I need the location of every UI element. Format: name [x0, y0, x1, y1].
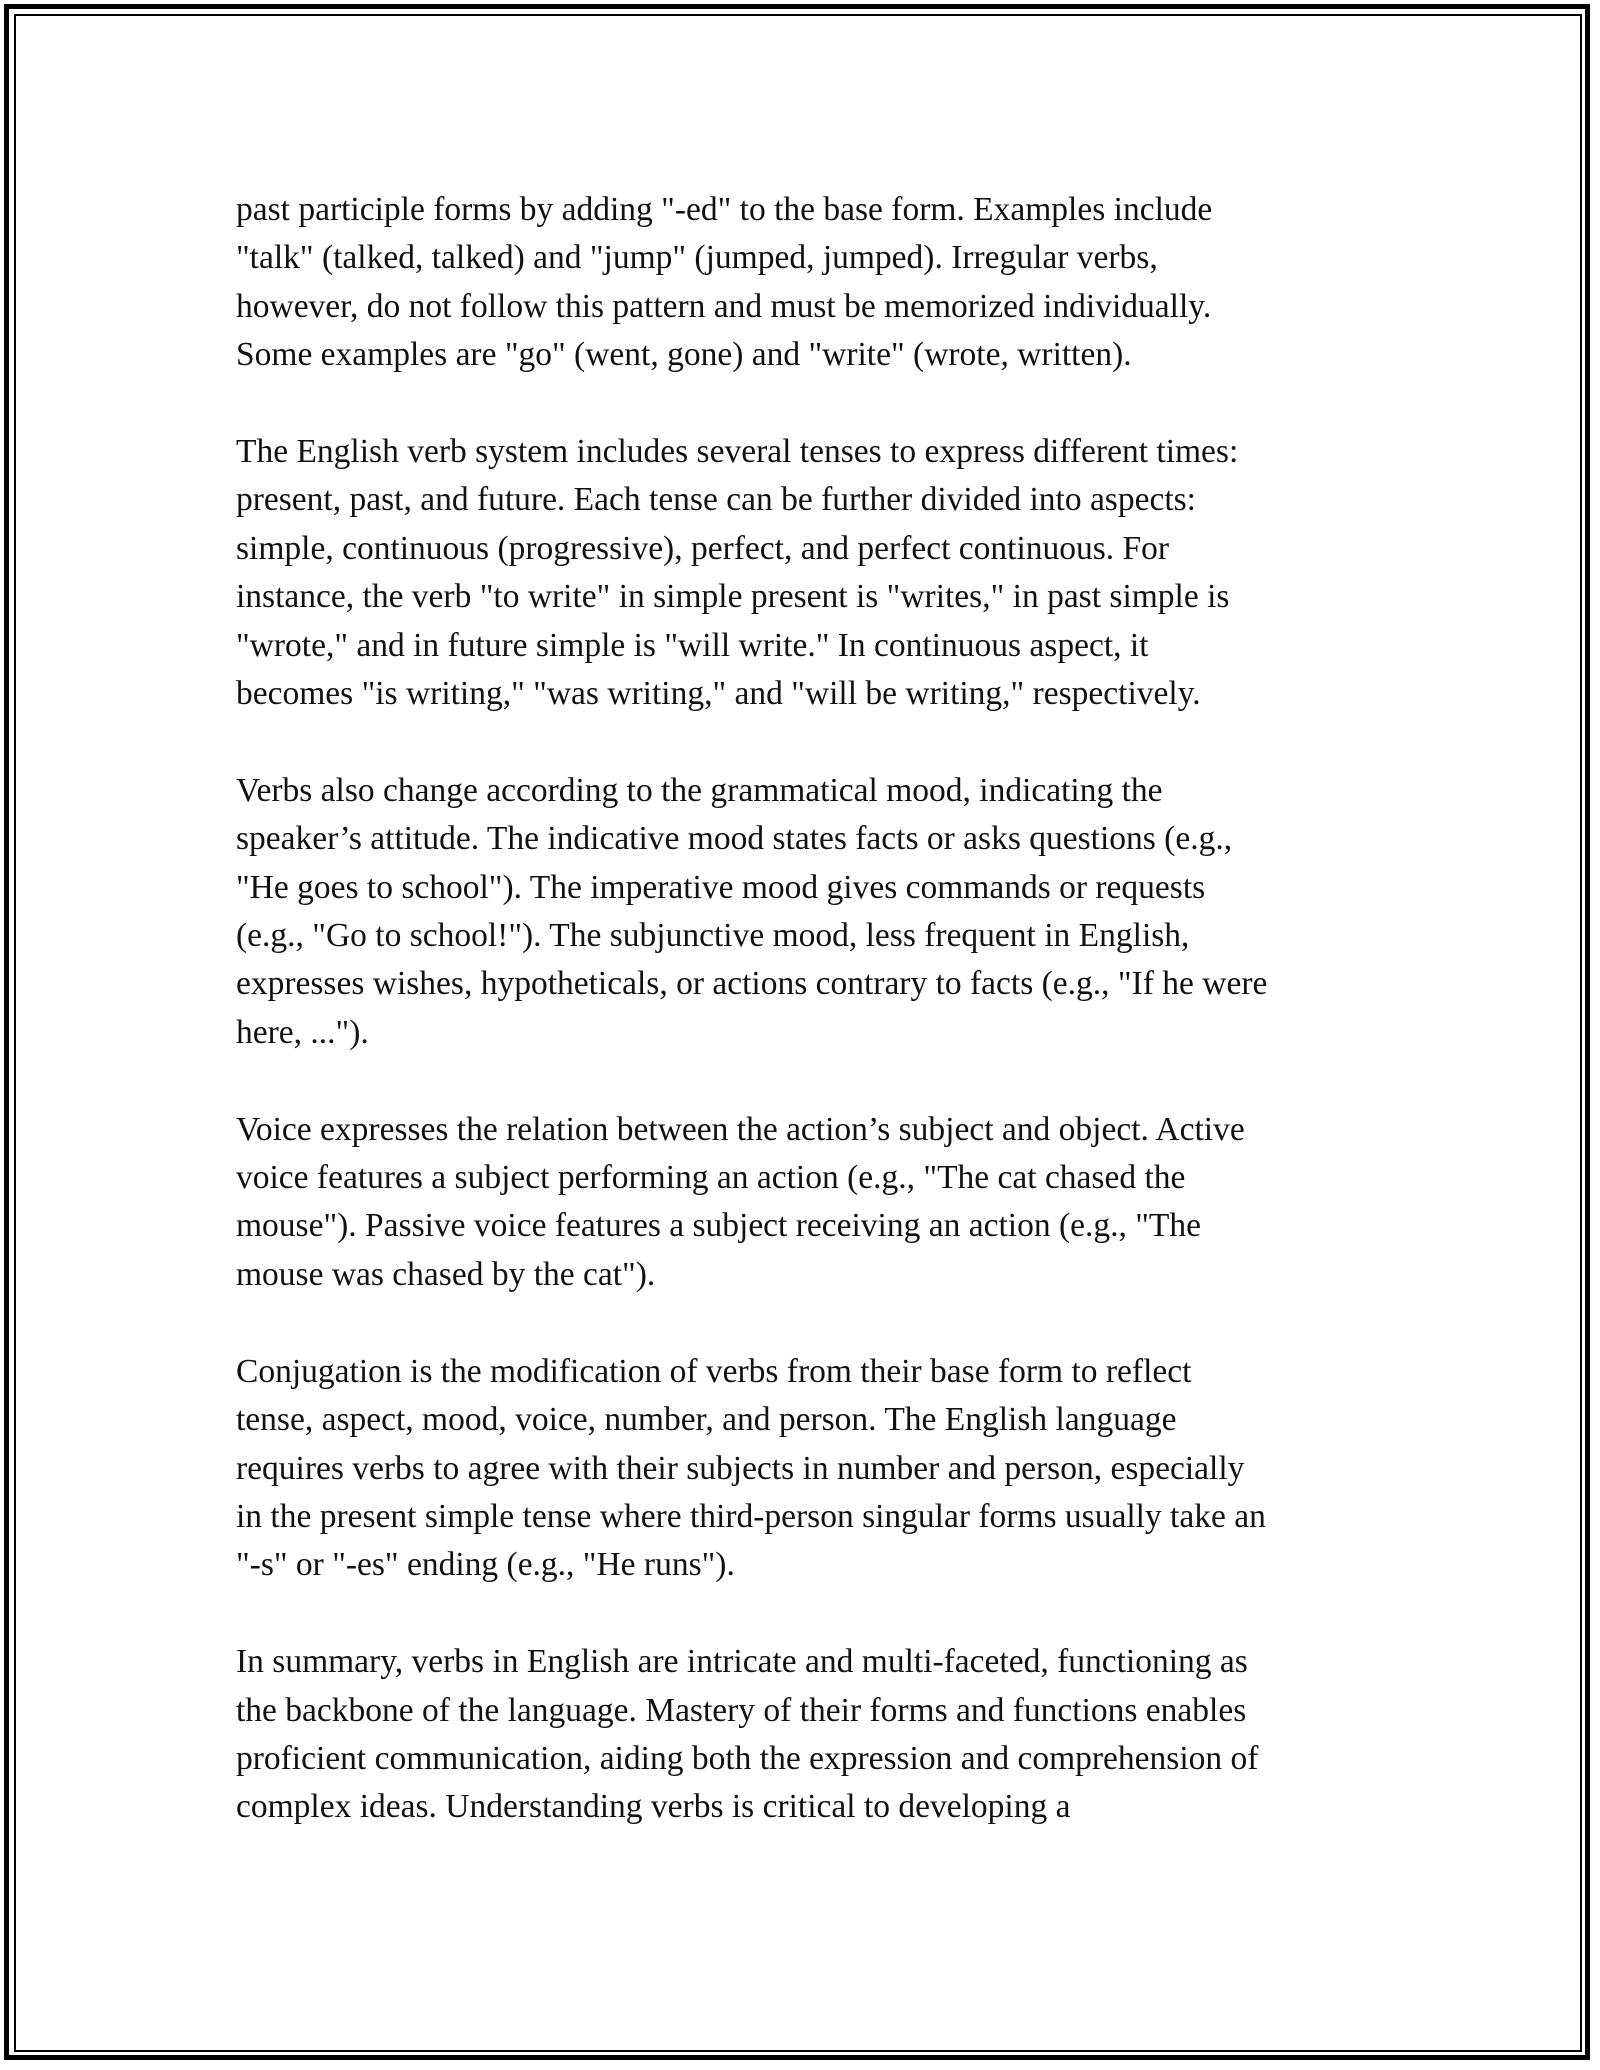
text-line: mouse was chased by the cat").	[236, 1255, 656, 1293]
text-line: "talk" (talked, talked) and "jump" (jumped, jumped). Irregular verbs,	[236, 239, 1158, 277]
paragraph-conjugation	[236, 1348, 1376, 1590]
text-line: Voice expresses the relation between the action’s subject and object. Active	[236, 1110, 1245, 1148]
text-line: in the present simple tense where third-person singular forms usually take an	[236, 1497, 1266, 1535]
text-line: past participle forms by adding "-ed" to the base form. Examples include	[236, 191, 1213, 228]
text-line: voice features a subject performing an action (e.g., "The cat chased the	[236, 1159, 1186, 1197]
text-line: however, do not follow this pattern and must be memorized individually.	[236, 287, 1212, 325]
text-line: In summary, verbs in English are intricate and multi-faceted, functioning as	[236, 1643, 1248, 1681]
text-line: "wrote," and in future simple is "will write." In continuous aspect, it	[236, 626, 1149, 664]
paragraph-mood	[236, 767, 1376, 1057]
text-line: expresses wishes, hypotheticals, or actions contrary to facts (e.g., "If he were	[236, 965, 1268, 1003]
text-line: present, past, and future. Each tense can be further divided into aspects:	[236, 481, 1196, 519]
document-body	[236, 186, 1376, 1832]
text-line: becomes "is writing," "was writing," and "will be writing," respectively.	[236, 675, 1201, 713]
text-line: Conjugation is the modification of verbs from their base form to reflect	[236, 1352, 1192, 1390]
text-line: "He goes to school"). The imperative mood gives commands or requests	[236, 868, 1206, 906]
text-line: "-s" or "-es" ending (e.g., "He runs").	[236, 1546, 735, 1584]
text-line: (e.g., "Go to school!"). The subjunctive mood, less frequent in English,	[236, 917, 1190, 955]
text-line: requires verbs to agree with their subjects in number and person, especially	[236, 1449, 1245, 1487]
text-line: tense, aspect, mood, voice, number, and person. The English language	[236, 1401, 1177, 1439]
text-line: complex ideas. Understanding verbs is critical to developing a	[236, 1788, 1071, 1826]
text-line: speaker’s attitude. The indicative mood states facts or asks questions (e.g.,	[236, 820, 1233, 858]
paragraph-summary	[236, 1638, 1376, 1832]
paragraph-participle-forms	[236, 186, 1376, 380]
text-line: mouse"). Passive voice features a subject receiving an action (e.g., "The	[236, 1207, 1201, 1245]
paragraph-tenses	[236, 428, 1376, 718]
text-line: simple, continuous (progressive), perfect, and perfect continuous. For	[236, 529, 1170, 567]
paragraph-voice	[236, 1106, 1376, 1300]
text-line: here, ...").	[236, 1013, 369, 1051]
text-line: Some examples are "go" (went, gone) and "write" (wrote, written).	[236, 336, 1132, 374]
text-line: proficient communication, aiding both the expression and comprehension of	[236, 1739, 1259, 1777]
text-line: instance, the verb "to write" in simple present is "writes," in past simple is	[236, 578, 1230, 616]
text-line: the backbone of the language. Mastery of their forms and functions enables	[236, 1691, 1247, 1729]
text-line: The English verb system includes several tenses to express different times:	[236, 433, 1239, 471]
text-line: Verbs also change according to the grammatical mood, indicating the	[236, 771, 1163, 809]
